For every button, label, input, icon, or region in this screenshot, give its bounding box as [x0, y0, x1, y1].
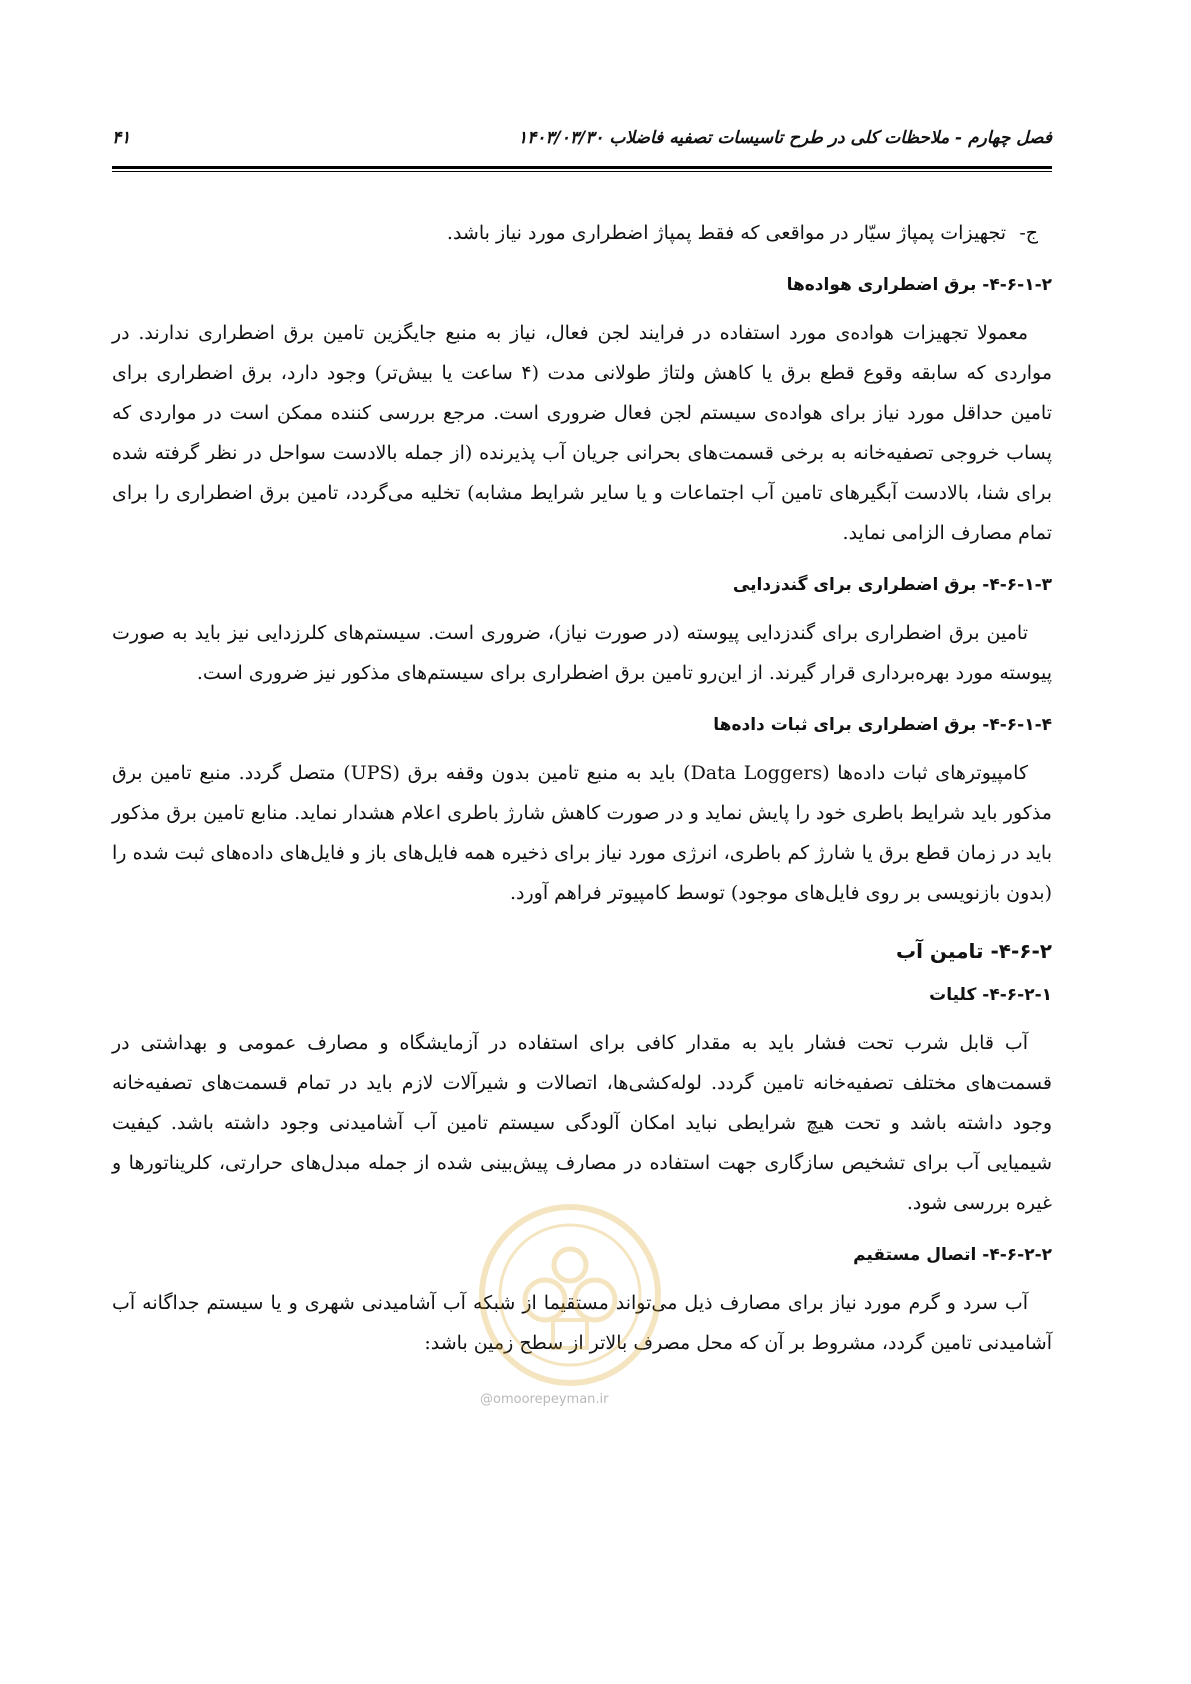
section-heading-disinfection: ۴-۶-۱-۳- برق اضطراری برای گندزدایی	[732, 575, 1052, 595]
page-number: ۴۱	[112, 128, 131, 148]
list-item	[112, 213, 1052, 253]
section-paragraph-general: آب قابل شرب تحت فشار باید به مقدار کافی برای استفاده در آزمایشگاه و مصارف عمومی و بهداشتی در قسمت‌های مختلف تصفیه‌خانه تامین گردد. لوله‌کشی‌ها، اتصالات و شیرآلات لازم باید در تمام قسمت‌های تصفیه‌خانه وجود داشته باشد و تحت هیچ شرایطی نباید امکان آلودگی سیستم تامین آب آشامیدنی وجود داشته باشد. کیفیت شیمیایی آب برای تشخیص سازگاری جهت استفاده در مصارف پیش‌بینی شده از جمله مبدل‌های حرارتی، کلریناتورها و غیره بررسی شود.	[112, 1032, 1052, 1214]
section-paragraph-direct-connection: آب سرد و گرم مورد نیاز برای مصارف ذیل می‌تواند مستقیما از شبکه آب آشامیدنی شهری و یا سیستم جداگانه آب آشامیدنی تامین گردد، مشروط بر آن که محل مصرف بالاتر از سطح زمین باشد:	[112, 1292, 1052, 1354]
watermark-url: @omoorepeyman.ir	[480, 1392, 609, 1407]
section-heading-aerators: ۴-۶-۱-۲- برق اضطراری هواده‌ها	[786, 275, 1052, 295]
list-item-text: تجهیزات پمپاژ سیّار در مواقعی که فقط پمپاژ اضطراری مورد نیاز باشد.	[446, 222, 1006, 244]
section-heading-data-loggers: ۴-۶-۱-۴- برق اضطراری برای ثبات داده‌ها	[713, 715, 1052, 735]
header-title: فصل چهارم - ملاحظات کلی در طرح تاسیسات تصفیه فاضلاب ۱۴۰۳/۰۳/۳۰	[518, 128, 1052, 148]
header-rule-thick	[112, 166, 1052, 169]
section-heading-general: ۴-۶-۲-۱- کلیات	[929, 985, 1052, 1005]
section-heading-water-supply: ۴-۶-۲- تامین آب	[896, 939, 1052, 963]
watermark-logo-icon	[475, 1200, 665, 1390]
section-paragraph-aerators: معمولا تجهیزات هواده‌ی مورد استفاده در فرایند لجن فعال، نیاز به منبع جایگزین تامین برق اضطراری ندارند. در مواردی که سابقه وقوع قطع برق یا کاهش ولتاژ طولانی مدت (۴ ساعت یا بیش‌تر) وجود دارد، برق اضطراری برای تامین حداقل مورد نیاز برای هواده‌ی سیستم لجن فعال ضروری است. مرجع بررسی کننده ممکن است در مواردی که پساب خروجی تصفیه‌خانه به برخی قسمت‌های بحرانی جریان آب پذیرنده (از جمله بالادست سواحل در نظر گرفته شده برای شنا، بالادست آبگیرهای تامین آب اجتماعات و یا سایر شرایط مشابه) تخلیه می‌گردد، تامین برق اضطراری را برای تمام مصارف الزامی نماید.	[112, 322, 1052, 544]
section-paragraph-data-loggers: کامپیوترهای ثبات داده‌ها (Data Loggers) باید به منبع تامین بدون وقفه برق (UPS) متصل گردد. منبع تامین برق مذکور باید شرایط باطری خود را پایش نماید و در صورت کاهش شارژ باطری اعلام هشدار نماید. منابع تامین برق مذکور باید در زمان قطع برق یا شارژ کم باطری، انرژی مورد نیاز برای ذخیره همه فایل‌های باز و فایل‌های داده‌های ثبت شده را (بدون بازنویسی بر روی فایل‌های موجود) توسط کامپیوتر فراهم آورد.	[112, 762, 1052, 904]
header-rule-thin	[112, 171, 1052, 172]
page-content	[112, 213, 1052, 1363]
list-item-marker: ج-	[1019, 222, 1038, 244]
section-paragraph-disinfection: تامین برق اضطراری برای گندزدایی پیوسته (در صورت نیاز)، ضروری است. سیستم‌های کلرزدایی نیز باید به صورت پیوسته مورد بهره‌برداری قرار گیرند. از این‌رو تامین برق اضطراری برای سیستم‌های مذکور نیز ضروری است.	[112, 622, 1052, 684]
section-heading-direct-connection: ۴-۶-۲-۲- اتصال مستقیم	[853, 1245, 1052, 1265]
page-header	[112, 128, 1052, 148]
